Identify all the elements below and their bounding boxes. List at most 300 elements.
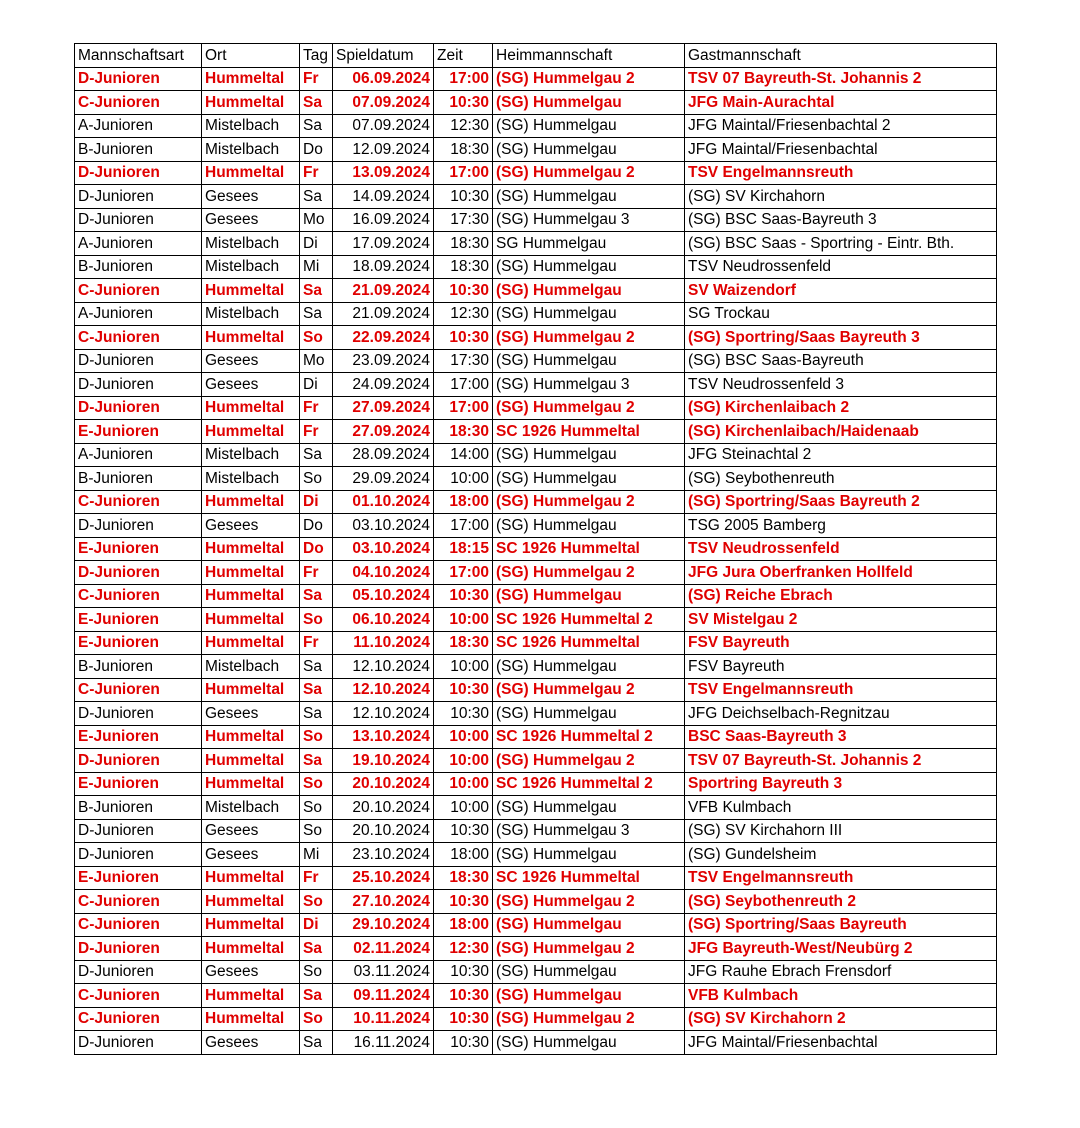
- cell-gastmannschaft: JFG Bayreuth-West/Neubürg 2: [685, 937, 997, 961]
- cell-zeit: 18:30: [434, 232, 493, 256]
- cell-tag: Fr: [300, 420, 333, 444]
- cell-zeit: 17:00: [434, 561, 493, 585]
- cell-tag: Sa: [300, 443, 333, 467]
- table-row: [75, 561, 997, 585]
- cell-ort: Hummeltal: [202, 279, 300, 303]
- cell-tag: Di: [300, 913, 333, 937]
- cell-gastmannschaft: (SG) BSC Saas-Bayreuth 3: [685, 208, 997, 232]
- cell-spieldatum: 06.09.2024: [333, 67, 434, 91]
- cell-heimmannschaft: (SG) Hummelgau 2: [493, 326, 685, 350]
- cell-ort: Hummeltal: [202, 537, 300, 561]
- cell-ort: Hummeltal: [202, 584, 300, 608]
- cell-gastmannschaft: JFG Rauhe Ebrach Frensdorf: [685, 960, 997, 984]
- cell-spieldatum: 27.10.2024: [333, 890, 434, 914]
- cell-gastmannschaft: (SG) Sportring/Saas Bayreuth 2: [685, 490, 997, 514]
- header-spieldatum: Spieldatum: [333, 44, 434, 68]
- cell-mannschaftsart: E-Junioren: [75, 725, 202, 749]
- cell-zeit: 10:30: [434, 1007, 493, 1031]
- table-row: [75, 302, 997, 326]
- cell-zeit: 14:00: [434, 443, 493, 467]
- table-row: [75, 114, 997, 138]
- cell-mannschaftsart: D-Junioren: [75, 514, 202, 538]
- cell-spieldatum: 12.10.2024: [333, 678, 434, 702]
- cell-mannschaftsart: E-Junioren: [75, 866, 202, 890]
- cell-tag: So: [300, 890, 333, 914]
- cell-zeit: 10:30: [434, 819, 493, 843]
- cell-ort: Gesees: [202, 843, 300, 867]
- cell-heimmannschaft: (SG) Hummelgau 2: [493, 890, 685, 914]
- cell-heimmannschaft: (SG) Hummelgau: [493, 655, 685, 679]
- cell-tag: Fr: [300, 561, 333, 585]
- header-ort: Ort: [202, 44, 300, 68]
- cell-spieldatum: 12.10.2024: [333, 702, 434, 726]
- cell-gastmannschaft: BSC Saas-Bayreuth 3: [685, 725, 997, 749]
- cell-heimmannschaft: (SG) Hummelgau: [493, 467, 685, 491]
- table-row: [75, 279, 997, 303]
- cell-mannschaftsart: D-Junioren: [75, 373, 202, 397]
- cell-spieldatum: 06.10.2024: [333, 608, 434, 632]
- cell-ort: Hummeltal: [202, 91, 300, 115]
- cell-gastmannschaft: JFG Maintal/Friesenbachtal 2: [685, 114, 997, 138]
- cell-mannschaftsart: C-Junioren: [75, 984, 202, 1008]
- cell-gastmannschaft: TSV Engelmannsreuth: [685, 866, 997, 890]
- cell-ort: Hummeltal: [202, 913, 300, 937]
- table-row: [75, 796, 997, 820]
- cell-mannschaftsart: D-Junioren: [75, 843, 202, 867]
- cell-spieldatum: 23.10.2024: [333, 843, 434, 867]
- cell-zeit: 10:00: [434, 608, 493, 632]
- cell-mannschaftsart: D-Junioren: [75, 937, 202, 961]
- cell-tag: Sa: [300, 678, 333, 702]
- cell-gastmannschaft: FSV Bayreuth: [685, 631, 997, 655]
- cell-heimmannschaft: SC 1926 Hummeltal: [493, 866, 685, 890]
- table-row: [75, 819, 997, 843]
- cell-ort: Gesees: [202, 819, 300, 843]
- cell-heimmannschaft: (SG) Hummelgau 2: [493, 749, 685, 773]
- cell-tag: Do: [300, 138, 333, 162]
- table-row: [75, 161, 997, 185]
- cell-mannschaftsart: C-Junioren: [75, 279, 202, 303]
- cell-gastmannschaft: (SG) Kirchenlaibach 2: [685, 396, 997, 420]
- cell-ort: Gesees: [202, 185, 300, 209]
- cell-ort: Hummeltal: [202, 326, 300, 350]
- cell-tag: Sa: [300, 114, 333, 138]
- table-row: [75, 537, 997, 561]
- cell-tag: Do: [300, 537, 333, 561]
- cell-gastmannschaft: VFB Kulmbach: [685, 796, 997, 820]
- cell-mannschaftsart: D-Junioren: [75, 749, 202, 773]
- cell-heimmannschaft: (SG) Hummelgau: [493, 279, 685, 303]
- cell-spieldatum: 27.09.2024: [333, 420, 434, 444]
- cell-heimmannschaft: SG Hummelgau: [493, 232, 685, 256]
- table-row: [75, 1007, 997, 1031]
- cell-ort: Hummeltal: [202, 749, 300, 773]
- cell-gastmannschaft: (SG) SV Kirchahorn III: [685, 819, 997, 843]
- cell-mannschaftsart: C-Junioren: [75, 678, 202, 702]
- cell-gastmannschaft: (SG) Gundelsheim: [685, 843, 997, 867]
- cell-heimmannschaft: (SG) Hummelgau: [493, 702, 685, 726]
- table-row: [75, 702, 997, 726]
- cell-tag: Sa: [300, 1031, 333, 1055]
- cell-mannschaftsart: C-Junioren: [75, 1007, 202, 1031]
- cell-heimmannschaft: SC 1926 Hummeltal: [493, 420, 685, 444]
- cell-ort: Hummeltal: [202, 608, 300, 632]
- cell-zeit: 17:30: [434, 208, 493, 232]
- table-row: [75, 631, 997, 655]
- cell-spieldatum: 11.10.2024: [333, 631, 434, 655]
- table-row: [75, 514, 997, 538]
- cell-zeit: 17:00: [434, 161, 493, 185]
- cell-spieldatum: 23.09.2024: [333, 349, 434, 373]
- cell-tag: Fr: [300, 396, 333, 420]
- header-tag: Tag: [300, 44, 333, 68]
- cell-ort: Mistelbach: [202, 138, 300, 162]
- cell-mannschaftsart: E-Junioren: [75, 420, 202, 444]
- cell-mannschaftsart: D-Junioren: [75, 561, 202, 585]
- table-row: [75, 913, 997, 937]
- cell-gastmannschaft: FSV Bayreuth: [685, 655, 997, 679]
- cell-zeit: 10:30: [434, 984, 493, 1008]
- cell-spieldatum: 13.09.2024: [333, 161, 434, 185]
- cell-heimmannschaft: (SG) Hummelgau: [493, 91, 685, 115]
- cell-heimmannschaft: (SG) Hummelgau: [493, 443, 685, 467]
- cell-spieldatum: 09.11.2024: [333, 984, 434, 1008]
- cell-ort: Gesees: [202, 373, 300, 397]
- cell-zeit: 10:30: [434, 678, 493, 702]
- cell-zeit: 17:00: [434, 396, 493, 420]
- cell-spieldatum: 03.10.2024: [333, 537, 434, 561]
- cell-tag: Sa: [300, 984, 333, 1008]
- cell-mannschaftsart: D-Junioren: [75, 161, 202, 185]
- cell-tag: Mi: [300, 255, 333, 279]
- cell-spieldatum: 21.09.2024: [333, 279, 434, 303]
- cell-spieldatum: 29.10.2024: [333, 913, 434, 937]
- cell-heimmannschaft: SC 1926 Hummeltal 2: [493, 725, 685, 749]
- cell-mannschaftsart: B-Junioren: [75, 467, 202, 491]
- cell-spieldatum: 20.10.2024: [333, 819, 434, 843]
- cell-ort: Hummeltal: [202, 67, 300, 91]
- cell-ort: Hummeltal: [202, 631, 300, 655]
- cell-mannschaftsart: C-Junioren: [75, 490, 202, 514]
- cell-ort: Hummeltal: [202, 490, 300, 514]
- table-row: [75, 984, 997, 1008]
- cell-spieldatum: 12.10.2024: [333, 655, 434, 679]
- table-row: [75, 960, 997, 984]
- cell-tag: Fr: [300, 67, 333, 91]
- cell-spieldatum: 25.10.2024: [333, 866, 434, 890]
- table-row: [75, 232, 997, 256]
- cell-mannschaftsart: E-Junioren: [75, 537, 202, 561]
- cell-tag: So: [300, 960, 333, 984]
- cell-gastmannschaft: (SG) Sportring/Saas Bayreuth 3: [685, 326, 997, 350]
- cell-gastmannschaft: JFG Maintal/Friesenbachtal: [685, 1031, 997, 1055]
- cell-spieldatum: 16.09.2024: [333, 208, 434, 232]
- cell-tag: Sa: [300, 655, 333, 679]
- cell-ort: Hummeltal: [202, 772, 300, 796]
- table-row: [75, 843, 997, 867]
- table-row: [75, 420, 997, 444]
- cell-heimmannschaft: (SG) Hummelgau 2: [493, 161, 685, 185]
- cell-zeit: 18:30: [434, 631, 493, 655]
- table-row: [75, 725, 997, 749]
- cell-mannschaftsart: D-Junioren: [75, 67, 202, 91]
- cell-mannschaftsart: B-Junioren: [75, 138, 202, 162]
- cell-spieldatum: 28.09.2024: [333, 443, 434, 467]
- cell-gastmannschaft: (SG) Kirchenlaibach/Haidenaab: [685, 420, 997, 444]
- cell-ort: Mistelbach: [202, 302, 300, 326]
- header-mannschaftsart: Mannschaftsart: [75, 44, 202, 68]
- cell-zeit: 10:30: [434, 1031, 493, 1055]
- cell-spieldatum: 01.10.2024: [333, 490, 434, 514]
- cell-gastmannschaft: JFG Deichselbach-Regnitzau: [685, 702, 997, 726]
- cell-ort: Mistelbach: [202, 655, 300, 679]
- cell-zeit: 12:30: [434, 937, 493, 961]
- cell-zeit: 10:00: [434, 772, 493, 796]
- cell-tag: So: [300, 608, 333, 632]
- cell-zeit: 17:00: [434, 373, 493, 397]
- table-row: [75, 326, 997, 350]
- cell-zeit: 10:30: [434, 91, 493, 115]
- table-row: [75, 396, 997, 420]
- cell-mannschaftsart: C-Junioren: [75, 913, 202, 937]
- cell-zeit: 18:30: [434, 138, 493, 162]
- cell-heimmannschaft: (SG) Hummelgau 2: [493, 561, 685, 585]
- cell-spieldatum: 17.09.2024: [333, 232, 434, 256]
- cell-heimmannschaft: (SG) Hummelgau: [493, 796, 685, 820]
- cell-mannschaftsart: D-Junioren: [75, 819, 202, 843]
- cell-ort: Gesees: [202, 702, 300, 726]
- cell-ort: Hummeltal: [202, 725, 300, 749]
- cell-heimmannschaft: (SG) Hummelgau 2: [493, 490, 685, 514]
- cell-tag: Do: [300, 514, 333, 538]
- cell-zeit: 17:00: [434, 514, 493, 538]
- cell-heimmannschaft: (SG) Hummelgau: [493, 514, 685, 538]
- cell-zeit: 18:30: [434, 420, 493, 444]
- cell-gastmannschaft: (SG) BSC Saas - Sportring - Eintr. Bth.: [685, 232, 997, 256]
- cell-heimmannschaft: (SG) Hummelgau 2: [493, 67, 685, 91]
- cell-gastmannschaft: JFG Steinachtal 2: [685, 443, 997, 467]
- cell-mannschaftsart: D-Junioren: [75, 349, 202, 373]
- cell-zeit: 10:30: [434, 185, 493, 209]
- cell-mannschaftsart: B-Junioren: [75, 796, 202, 820]
- cell-ort: Hummeltal: [202, 161, 300, 185]
- cell-gastmannschaft: (SG) Seybothenreuth 2: [685, 890, 997, 914]
- table-row: [75, 890, 997, 914]
- cell-tag: Sa: [300, 749, 333, 773]
- cell-tag: Sa: [300, 302, 333, 326]
- cell-ort: Mistelbach: [202, 114, 300, 138]
- cell-mannschaftsart: E-Junioren: [75, 608, 202, 632]
- cell-mannschaftsart: D-Junioren: [75, 702, 202, 726]
- table-row: [75, 138, 997, 162]
- cell-gastmannschaft: TSV 07 Bayreuth-St. Johannis 2: [685, 67, 997, 91]
- cell-spieldatum: 19.10.2024: [333, 749, 434, 773]
- cell-spieldatum: 04.10.2024: [333, 561, 434, 585]
- table-row: [75, 255, 997, 279]
- table-row: [75, 749, 997, 773]
- cell-ort: Hummeltal: [202, 890, 300, 914]
- cell-mannschaftsart: D-Junioren: [75, 1031, 202, 1055]
- cell-ort: Hummeltal: [202, 420, 300, 444]
- cell-gastmannschaft: TSV Engelmannsreuth: [685, 678, 997, 702]
- cell-gastmannschaft: SG Trockau: [685, 302, 997, 326]
- cell-zeit: 10:00: [434, 796, 493, 820]
- cell-gastmannschaft: TSV Neudrossenfeld: [685, 255, 997, 279]
- cell-spieldatum: 18.09.2024: [333, 255, 434, 279]
- table-row: [75, 373, 997, 397]
- cell-heimmannschaft: (SG) Hummelgau: [493, 302, 685, 326]
- cell-heimmannschaft: (SG) Hummelgau 2: [493, 1007, 685, 1031]
- cell-zeit: 10:30: [434, 890, 493, 914]
- cell-spieldatum: 07.09.2024: [333, 91, 434, 115]
- cell-heimmannschaft: (SG) Hummelgau: [493, 913, 685, 937]
- table-row: [75, 467, 997, 491]
- header-gastmannschaft: Gastmannschaft: [685, 44, 997, 68]
- cell-gastmannschaft: SV Waizendorf: [685, 279, 997, 303]
- table-row: [75, 349, 997, 373]
- cell-mannschaftsart: B-Junioren: [75, 255, 202, 279]
- cell-zeit: 10:00: [434, 655, 493, 679]
- cell-spieldatum: 03.11.2024: [333, 960, 434, 984]
- cell-zeit: 10:00: [434, 749, 493, 773]
- cell-zeit: 18:00: [434, 490, 493, 514]
- cell-zeit: 10:00: [434, 725, 493, 749]
- cell-ort: Hummeltal: [202, 1007, 300, 1031]
- cell-ort: Mistelbach: [202, 796, 300, 820]
- cell-spieldatum: 16.11.2024: [333, 1031, 434, 1055]
- cell-spieldatum: 02.11.2024: [333, 937, 434, 961]
- cell-spieldatum: 24.09.2024: [333, 373, 434, 397]
- cell-tag: Sa: [300, 584, 333, 608]
- cell-tag: Mo: [300, 208, 333, 232]
- cell-gastmannschaft: TSV Neudrossenfeld: [685, 537, 997, 561]
- table-row: [75, 584, 997, 608]
- cell-mannschaftsart: A-Junioren: [75, 232, 202, 256]
- cell-heimmannschaft: (SG) Hummelgau 3: [493, 208, 685, 232]
- cell-spieldatum: 21.09.2024: [333, 302, 434, 326]
- cell-tag: Mo: [300, 349, 333, 373]
- cell-zeit: 10:00: [434, 467, 493, 491]
- cell-spieldatum: 27.09.2024: [333, 396, 434, 420]
- cell-mannschaftsart: D-Junioren: [75, 960, 202, 984]
- table-row: [75, 67, 997, 91]
- cell-heimmannschaft: (SG) Hummelgau: [493, 843, 685, 867]
- cell-gastmannschaft: (SG) Reiche Ebrach: [685, 584, 997, 608]
- cell-mannschaftsart: C-Junioren: [75, 91, 202, 115]
- table-row: [75, 1031, 997, 1055]
- cell-heimmannschaft: (SG) Hummelgau: [493, 185, 685, 209]
- cell-tag: Di: [300, 373, 333, 397]
- cell-gastmannschaft: Sportring Bayreuth 3: [685, 772, 997, 796]
- cell-tag: So: [300, 1007, 333, 1031]
- cell-ort: Hummeltal: [202, 866, 300, 890]
- cell-mannschaftsart: C-Junioren: [75, 326, 202, 350]
- cell-heimmannschaft: (SG) Hummelgau: [493, 960, 685, 984]
- table-row: [75, 772, 997, 796]
- cell-gastmannschaft: SV Mistelgau 2: [685, 608, 997, 632]
- cell-ort: Hummeltal: [202, 678, 300, 702]
- cell-ort: Gesees: [202, 349, 300, 373]
- cell-mannschaftsart: D-Junioren: [75, 185, 202, 209]
- cell-mannschaftsart: C-Junioren: [75, 890, 202, 914]
- cell-ort: Hummeltal: [202, 984, 300, 1008]
- cell-zeit: 18:15: [434, 537, 493, 561]
- cell-heimmannschaft: (SG) Hummelgau: [493, 255, 685, 279]
- cell-heimmannschaft: SC 1926 Hummeltal 2: [493, 608, 685, 632]
- table-row: [75, 866, 997, 890]
- cell-spieldatum: 07.09.2024: [333, 114, 434, 138]
- cell-tag: Fr: [300, 866, 333, 890]
- header-zeit: Zeit: [434, 44, 493, 68]
- cell-heimmannschaft: (SG) Hummelgau 2: [493, 396, 685, 420]
- cell-gastmannschaft: JFG Jura Oberfranken Hollfeld: [685, 561, 997, 585]
- cell-zeit: 10:30: [434, 702, 493, 726]
- cell-mannschaftsart: E-Junioren: [75, 631, 202, 655]
- cell-tag: Sa: [300, 91, 333, 115]
- cell-tag: Sa: [300, 279, 333, 303]
- cell-spieldatum: 10.11.2024: [333, 1007, 434, 1031]
- cell-ort: Mistelbach: [202, 443, 300, 467]
- cell-mannschaftsart: A-Junioren: [75, 302, 202, 326]
- cell-ort: Gesees: [202, 1031, 300, 1055]
- cell-tag: Sa: [300, 702, 333, 726]
- cell-zeit: 18:00: [434, 843, 493, 867]
- cell-ort: Gesees: [202, 514, 300, 538]
- cell-zeit: 10:30: [434, 960, 493, 984]
- cell-mannschaftsart: A-Junioren: [75, 114, 202, 138]
- cell-spieldatum: 20.10.2024: [333, 796, 434, 820]
- cell-spieldatum: 22.09.2024: [333, 326, 434, 350]
- cell-mannschaftsart: B-Junioren: [75, 655, 202, 679]
- cell-ort: Mistelbach: [202, 255, 300, 279]
- cell-tag: Sa: [300, 185, 333, 209]
- cell-tag: So: [300, 326, 333, 350]
- cell-zeit: 18:30: [434, 866, 493, 890]
- cell-heimmannschaft: SC 1926 Hummeltal: [493, 631, 685, 655]
- cell-tag: So: [300, 796, 333, 820]
- cell-spieldatum: 12.09.2024: [333, 138, 434, 162]
- cell-ort: Gesees: [202, 208, 300, 232]
- schedule-body: [75, 67, 997, 1054]
- cell-tag: Di: [300, 232, 333, 256]
- cell-tag: Fr: [300, 631, 333, 655]
- cell-gastmannschaft: VFB Kulmbach: [685, 984, 997, 1008]
- cell-spieldatum: 05.10.2024: [333, 584, 434, 608]
- header-row: [75, 44, 997, 68]
- cell-mannschaftsart: D-Junioren: [75, 396, 202, 420]
- cell-spieldatum: 03.10.2024: [333, 514, 434, 538]
- cell-heimmannschaft: (SG) Hummelgau 2: [493, 937, 685, 961]
- table-row: [75, 185, 997, 209]
- cell-mannschaftsart: A-Junioren: [75, 443, 202, 467]
- cell-heimmannschaft: (SG) Hummelgau 2: [493, 678, 685, 702]
- cell-tag: Mi: [300, 843, 333, 867]
- table-row: [75, 91, 997, 115]
- cell-heimmannschaft: (SG) Hummelgau: [493, 1031, 685, 1055]
- cell-tag: Sa: [300, 937, 333, 961]
- cell-ort: Hummeltal: [202, 937, 300, 961]
- cell-heimmannschaft: (SG) Hummelgau: [493, 349, 685, 373]
- cell-spieldatum: 14.09.2024: [333, 185, 434, 209]
- table-row: [75, 208, 997, 232]
- match-schedule-table: [74, 43, 997, 1055]
- cell-spieldatum: 20.10.2024: [333, 772, 434, 796]
- cell-heimmannschaft: SC 1926 Hummeltal 2: [493, 772, 685, 796]
- cell-gastmannschaft: (SG) SV Kirchahorn: [685, 185, 997, 209]
- cell-spieldatum: 13.10.2024: [333, 725, 434, 749]
- cell-tag: So: [300, 467, 333, 491]
- cell-heimmannschaft: (SG) Hummelgau: [493, 114, 685, 138]
